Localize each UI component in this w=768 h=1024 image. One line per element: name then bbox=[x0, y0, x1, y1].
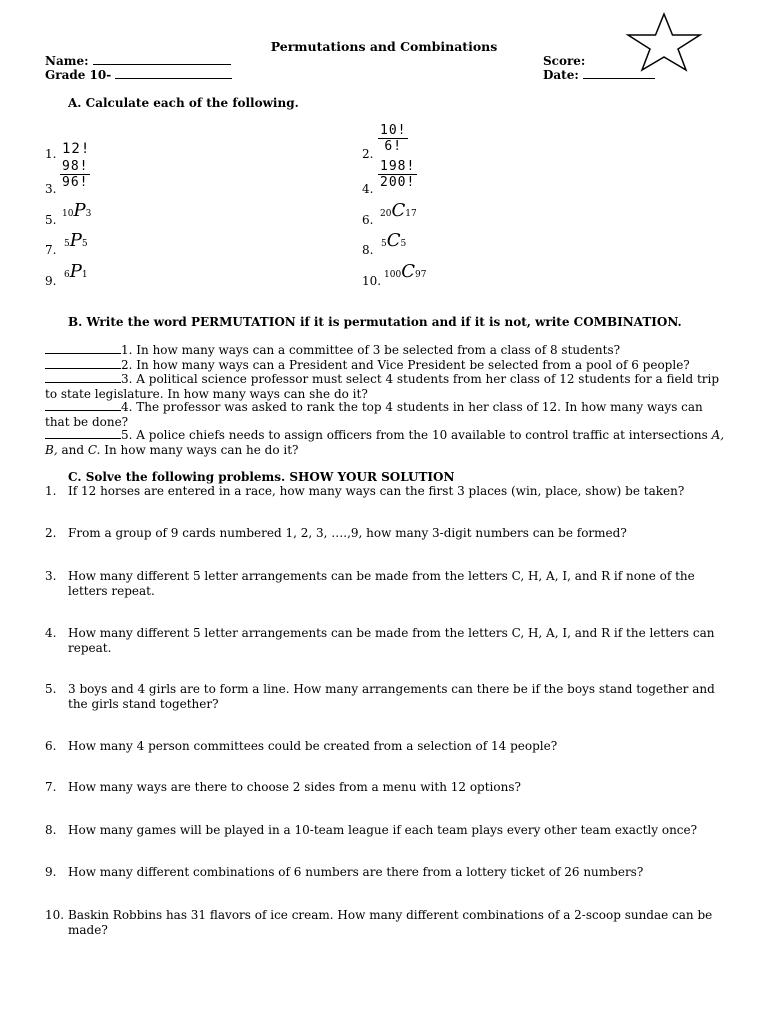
item-text: The professor was asked to rank the top 4 students in her class of 12. In how many ways can that be done? bbox=[45, 400, 703, 429]
section-b-heading bbox=[68, 315, 682, 329]
item-number: 9. bbox=[45, 865, 57, 879]
item-number: 4. bbox=[45, 626, 57, 640]
pre-subscript: 10 bbox=[62, 209, 74, 219]
c-item-9 bbox=[45, 865, 718, 880]
a-item-5-expr bbox=[62, 200, 91, 221]
intersection-labels: A, B, bbox=[45, 428, 725, 457]
name-label: Name: bbox=[45, 54, 89, 68]
post-subscript: 1 bbox=[81, 270, 88, 280]
c-item-5 bbox=[45, 682, 718, 712]
grade-blank[interactable] bbox=[115, 68, 232, 79]
a-item-5-num: 5. bbox=[45, 213, 57, 227]
a-item-1-expr: 12! bbox=[62, 141, 91, 157]
combination-keyword: COMBINATION bbox=[573, 315, 678, 329]
post-subscript: 3 bbox=[85, 209, 92, 219]
answer-blank[interactable] bbox=[45, 343, 121, 354]
pre-subscript: 100 bbox=[384, 270, 402, 280]
item-text: Baskin Robbins has 31 flavors of ice cream. How many different combinations of a 2-scoop sundae can be made? bbox=[68, 908, 713, 937]
answer-blank[interactable] bbox=[45, 428, 121, 439]
permutation-keyword: PERMUTATION bbox=[190, 315, 296, 329]
symbol: C bbox=[391, 200, 406, 221]
score-label: Score: bbox=[543, 54, 586, 68]
denominator: 200! bbox=[380, 175, 416, 190]
item-number: 7. bbox=[45, 780, 57, 794]
c-item-8 bbox=[45, 823, 718, 838]
numerator: 98! bbox=[62, 159, 89, 174]
answer-blank[interactable] bbox=[45, 400, 121, 411]
c-item-4 bbox=[45, 626, 718, 656]
symbol: C bbox=[386, 230, 401, 251]
symbol: P bbox=[69, 230, 82, 251]
c-item-2 bbox=[45, 526, 718, 541]
a-item-3-fraction bbox=[60, 159, 90, 190]
grade-field[interactable] bbox=[45, 68, 232, 82]
item-number: 1. bbox=[121, 343, 133, 357]
intersection-label: C. bbox=[87, 442, 101, 457]
item-number: 10. bbox=[45, 908, 65, 922]
b-item-1 bbox=[45, 343, 725, 358]
c-item-10 bbox=[45, 908, 718, 938]
item-number: 6. bbox=[45, 739, 57, 753]
item-text: How many different 5 letter arrangements can be made from the letters C, H, A, I, and R if none of the letters repeat. bbox=[68, 569, 695, 598]
pre-subscript: 6 bbox=[64, 270, 70, 280]
score-field[interactable] bbox=[543, 54, 585, 68]
a-item-1-num: 1. bbox=[45, 147, 57, 161]
item-text: In how many ways can a committee of 3 be selected from a class of 8 students? bbox=[136, 343, 621, 357]
item-text: 3 boys and 4 girls are to form a line. How many arrangements can there be if the boys stand together and the girls stand together? bbox=[68, 682, 715, 711]
a-item-9-num: 9. bbox=[45, 274, 57, 288]
c-item-1 bbox=[45, 484, 718, 499]
denominator: 6! bbox=[384, 139, 403, 154]
item-number: 2. bbox=[45, 526, 57, 540]
post-subscript: 5 bbox=[400, 239, 407, 249]
item-number: 3. bbox=[121, 372, 133, 386]
pre-subscript: 5 bbox=[381, 239, 387, 249]
section-a-heading: A. Calculate each of the following. bbox=[68, 96, 299, 110]
c-item-6 bbox=[45, 739, 718, 754]
star-icon bbox=[625, 12, 703, 72]
numerator: 10! bbox=[380, 123, 407, 138]
b-item-3 bbox=[45, 372, 725, 401]
section-c-heading: C. Solve the following problems. SHOW YOUR SOLUTION bbox=[68, 470, 455, 484]
item-text: In how many ways can a President and Vice President be selected from a pool of 6 people? bbox=[136, 358, 690, 372]
post-subscript: 17 bbox=[405, 209, 417, 219]
a-item-4-fraction bbox=[378, 159, 417, 190]
a-item-9-expr bbox=[64, 261, 88, 282]
item-text: How many games will be played in a 10-team league if each team plays every other team exactly once? bbox=[68, 823, 698, 837]
c-item-3 bbox=[45, 569, 718, 599]
item-number: 3. bbox=[45, 569, 57, 583]
a-item-10-num: 10. bbox=[362, 274, 382, 288]
item-text: A political science professor must select 4 students from her class of 12 students for a field trip to state legislature. In how many ways can she do it? bbox=[45, 372, 720, 401]
date-label: Date: bbox=[543, 68, 579, 82]
item-number: 8. bbox=[45, 823, 57, 837]
item-number: 1. bbox=[45, 484, 57, 498]
a-item-6-num: 6. bbox=[362, 213, 374, 227]
a-item-10-expr bbox=[384, 261, 426, 282]
numerator: 198! bbox=[380, 159, 416, 174]
b-item-4 bbox=[45, 400, 725, 429]
item-number: 5. bbox=[121, 428, 133, 442]
a-item-7-num: 7. bbox=[45, 243, 57, 257]
symbol: P bbox=[69, 261, 82, 282]
item-text: From a group of 9 cards numbered 1, 2, 3, ….,9, how many 3-digit numbers can be formed? bbox=[68, 526, 627, 540]
page-title: Permutations and Combinations bbox=[270, 39, 498, 54]
symbol: C bbox=[401, 261, 415, 282]
heading-text: B. Write the word bbox=[68, 315, 191, 329]
answer-blank[interactable] bbox=[45, 358, 121, 369]
item-number: 4. bbox=[121, 400, 133, 414]
item-text: and bbox=[57, 442, 88, 457]
post-subscript: 97 bbox=[414, 270, 427, 280]
a-item-7-expr bbox=[64, 230, 88, 251]
item-text: How many 4 person committees could be created from a selection of 14 people? bbox=[68, 739, 558, 753]
item-text: A police chiefs needs to assign officers from the 10 available to control traffic at intersections bbox=[136, 428, 712, 442]
a-item-6-expr bbox=[380, 200, 417, 221]
item-text: In how many ways can he do it? bbox=[100, 442, 299, 457]
name-field[interactable] bbox=[45, 54, 231, 68]
heading-text: if it is permutation and if it is not, write bbox=[295, 315, 574, 329]
a-item-3-num: 3. bbox=[45, 182, 57, 196]
grade-label: Grade 10- bbox=[45, 68, 112, 82]
a-item-2-num: 2. bbox=[362, 147, 374, 161]
item-number: 2. bbox=[121, 358, 133, 372]
a-item-8-num: 8. bbox=[362, 243, 374, 257]
item-text: How many different 5 letter arrangements can be made from the letters C, H, A, I, and R if the letters can repeat. bbox=[68, 626, 715, 655]
item-text: How many different combinations of 6 numbers are there from a lottery ticket of 26 numbers? bbox=[68, 865, 644, 879]
item-text: How many ways are there to choose 2 sides from a menu with 12 options? bbox=[68, 780, 521, 794]
pre-subscript: 5 bbox=[64, 239, 70, 249]
a-item-2-fraction bbox=[378, 123, 408, 154]
denominator: 96! bbox=[62, 175, 89, 190]
item-number: 5. bbox=[45, 682, 57, 696]
a-item-8-expr bbox=[381, 230, 406, 251]
post-subscript: 5 bbox=[81, 239, 88, 249]
heading-text: . bbox=[677, 315, 682, 329]
symbol: P bbox=[73, 200, 86, 221]
item-text: If 12 horses are entered in a race, how many ways can the first 3 places (win, place, show) be taken? bbox=[68, 484, 685, 498]
answer-blank[interactable] bbox=[45, 372, 121, 383]
b-item-2 bbox=[45, 358, 725, 373]
b-item-5 bbox=[45, 428, 725, 457]
a-item-4-num: 4. bbox=[362, 182, 374, 196]
c-item-7 bbox=[45, 780, 718, 795]
name-blank[interactable] bbox=[93, 54, 231, 65]
pre-subscript: 20 bbox=[380, 209, 392, 219]
